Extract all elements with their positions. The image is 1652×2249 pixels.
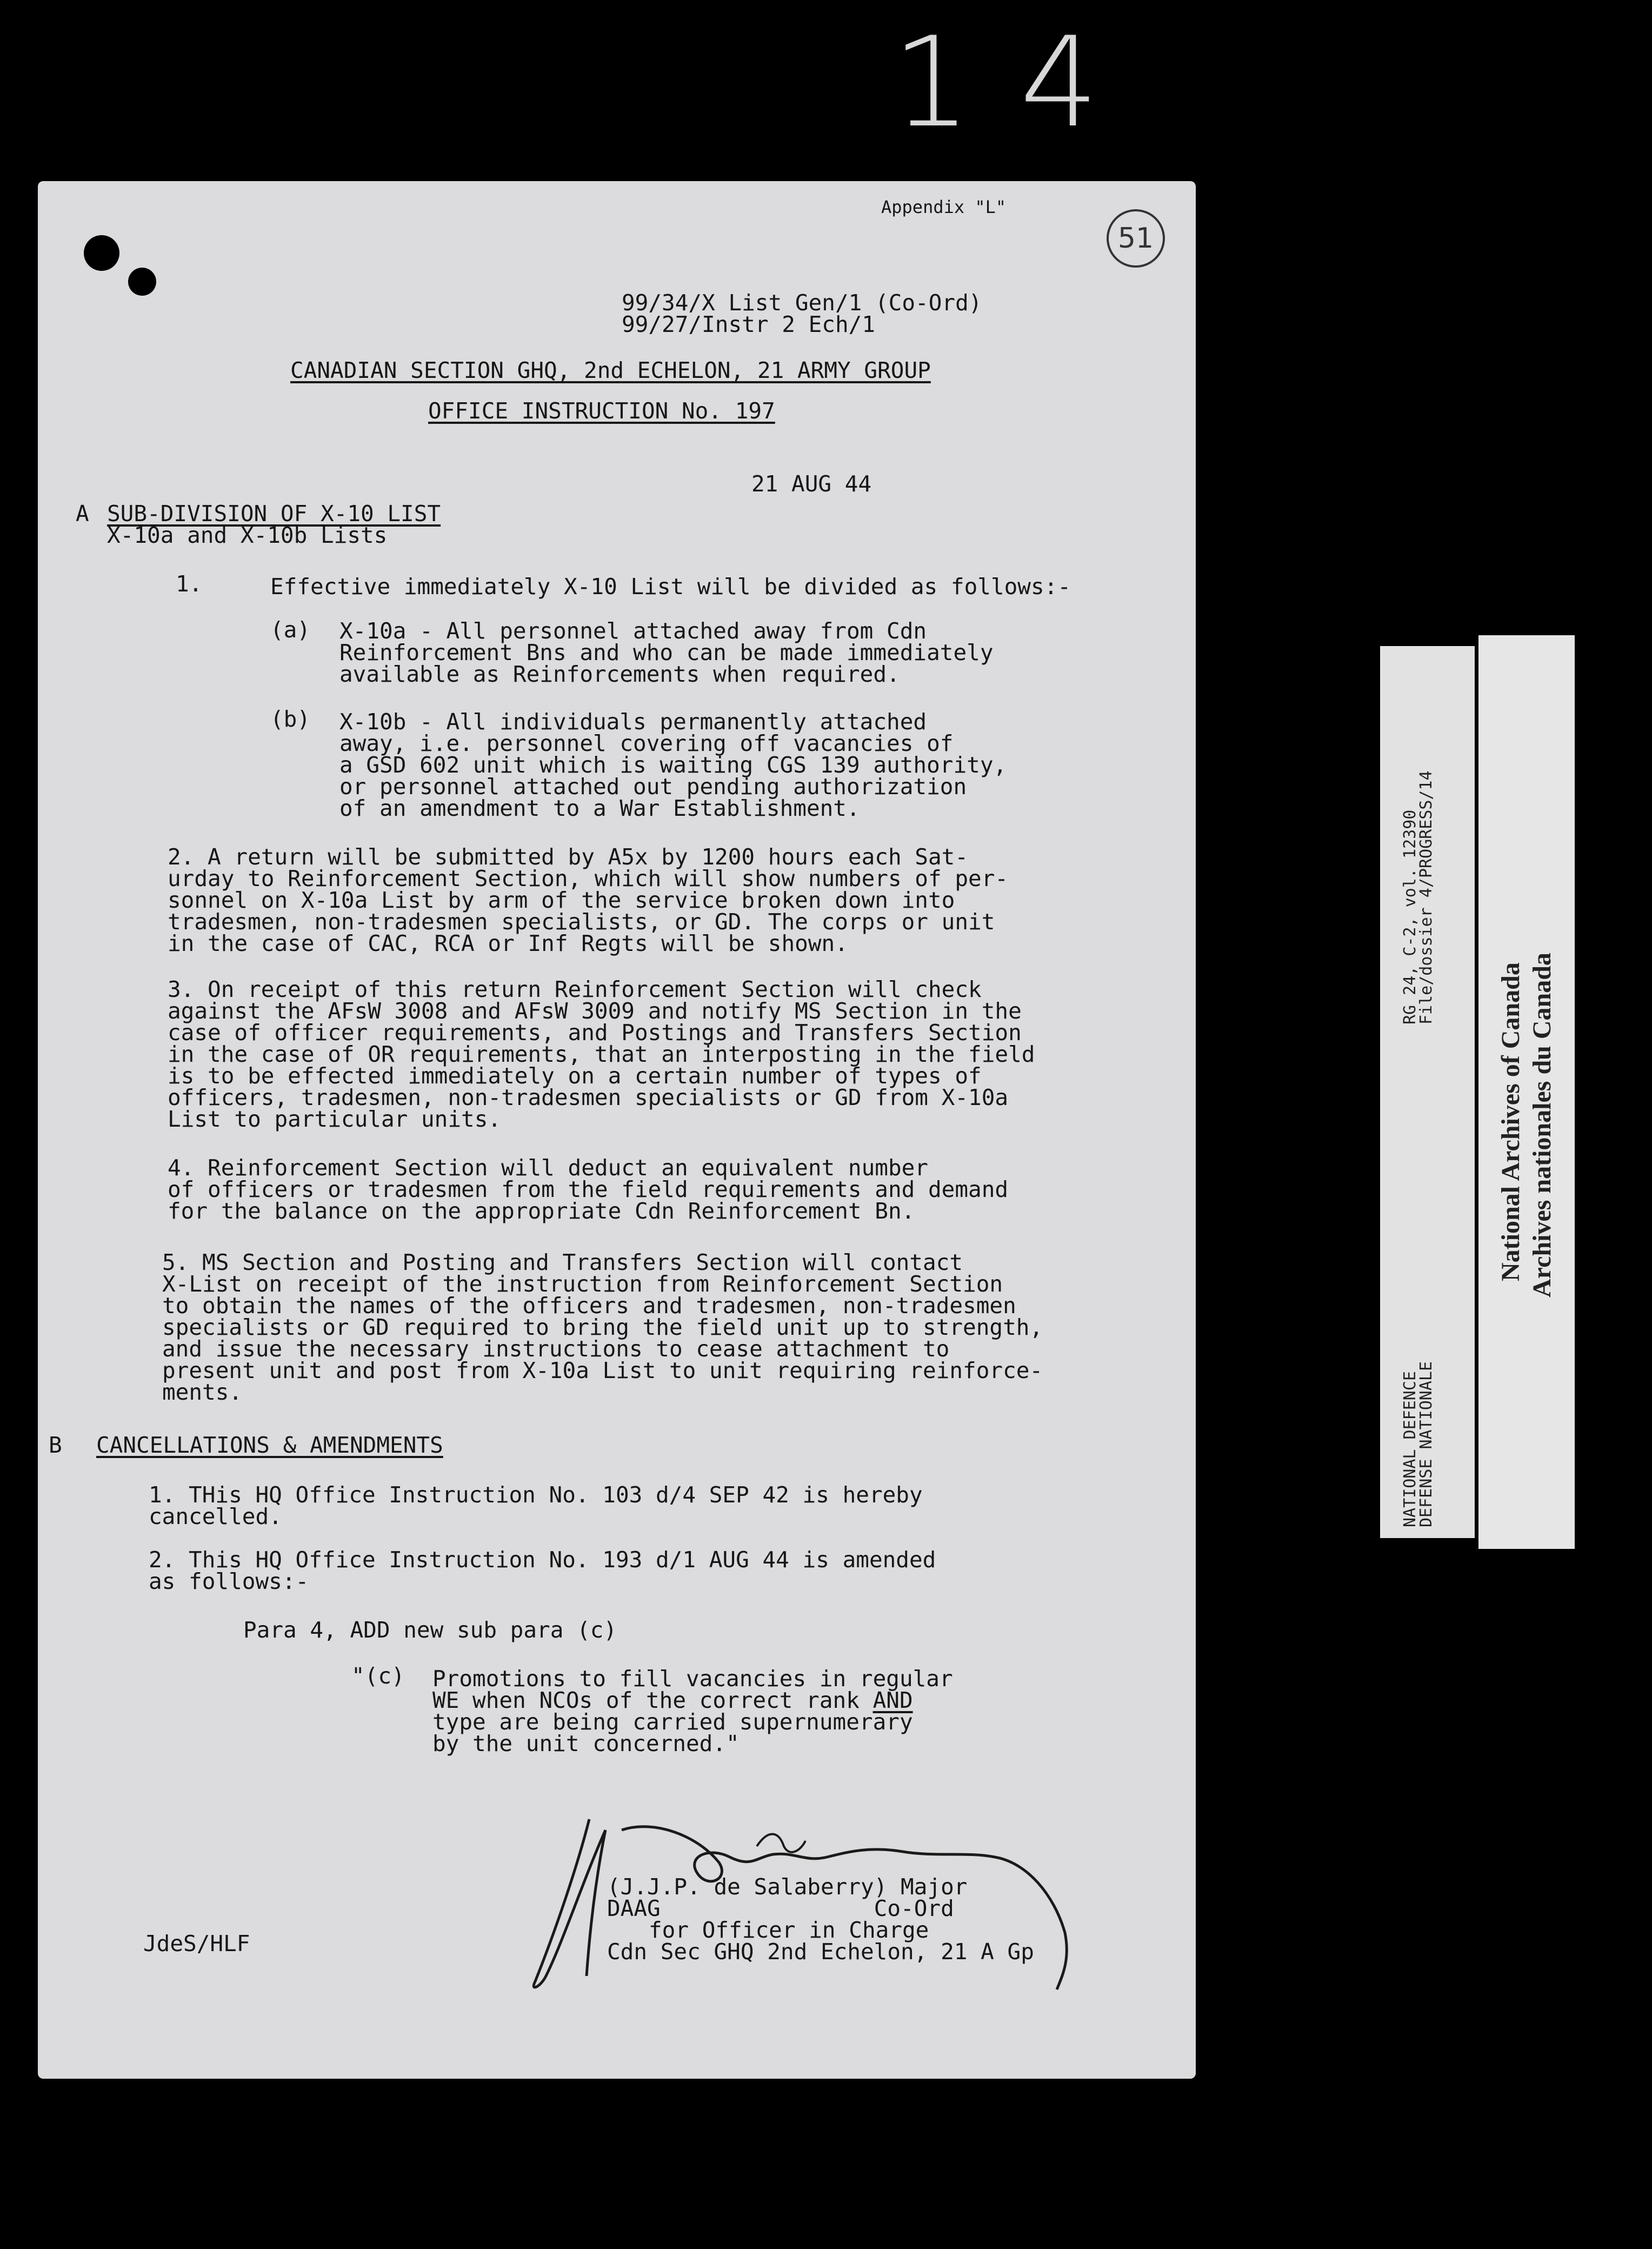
paragraph-text: away, i.e. personnel covering off vacancies of [339, 730, 954, 756]
paragraph-text: available as Reinforcements when required. [339, 661, 900, 687]
subpara-label: (b) [270, 706, 311, 732]
paragraph-text: present unit and post from X-10a List to unit requiring reinforce- [162, 1358, 1043, 1383]
document-date: 21 AUG 44 [751, 471, 872, 497]
section-letter: B [49, 1432, 62, 1458]
quote-text: type are being carried supernumerary [432, 1709, 913, 1735]
section-letter: A [76, 501, 89, 527]
paragraph-text: 1. THis HQ Office Instruction No. 103 d/4 SEP 42 is hereby [149, 1482, 923, 1508]
paragraph-text: of an amendment to a War Establishment. [339, 795, 860, 821]
punch-hole [84, 235, 119, 271]
paragraph-text: to obtain the names of the officers and tradesmen, non-tradesmen [162, 1293, 1016, 1319]
file-ref: 99/34/X List Gen/1 (Co-Ord) [622, 290, 982, 316]
paragraph-text: sonnel on X-10a List by arm of the service broken down into [168, 887, 955, 913]
paragraph-text: List to particular units. [168, 1106, 502, 1132]
archive-label-ref [1380, 646, 1475, 1538]
archive-label-name [1478, 635, 1575, 1549]
label-text: DEFENSE NATIONALE [1417, 1361, 1436, 1527]
paragraph-text: against the AFsW 3008 and AFsW 3009 and notify MS Section in the [168, 998, 1022, 1024]
frame-number: 14 [892, 11, 1148, 155]
quote-text-part: WE when NCOs of the correct rank [432, 1687, 873, 1713]
paragraph-text: specialists or GD required to bring the field unit up to strength, [162, 1314, 1043, 1340]
paragraph-text: or personnel attached out pending authorization [339, 774, 967, 800]
file-ref: 99/27/Instr 2 Ech/1 [622, 311, 875, 337]
paragraph-text: cancelled. [149, 1503, 282, 1529]
paragraph-text: and issue the necessary instructions to cease attachment to [162, 1336, 950, 1362]
paragraph-text: 2. This HQ Office Instruction No. 193 d/1 AUG 44 is amended [149, 1547, 936, 1573]
paragraph-text: in the case of OR requirements, that an interposting in the field [168, 1041, 1035, 1067]
paragraph-text: for the balance on the appropriate Cdn Reinforcement Bn. [168, 1198, 915, 1224]
quote-text: by the unit concerned." [432, 1731, 740, 1756]
paragraph-text: Para 4, ADD new sub para (c) [243, 1617, 617, 1643]
org-title: CANADIAN SECTION GHQ, 2nd ECHELON, 21 ARMY GROUP [290, 357, 931, 383]
section-heading: SUB-DIVISION OF X-10 LIST [107, 501, 441, 527]
label-text: National Archives of Canada [1496, 962, 1525, 1281]
paragraph-text: officers, tradesmen, non-tradesmen specialists or GD from X-10a [168, 1084, 1009, 1110]
paragraph-text: urday to Reinforcement Section, which will show numbers of per- [168, 866, 1009, 891]
document-page [38, 181, 1196, 2079]
paragraph-text: X-10a - All personnel attached away from Cdn [339, 618, 927, 644]
paragraph-text: as follows:- [149, 1568, 309, 1594]
paragraph-text: a GSD 602 unit which is waiting CGS 139 authority, [339, 752, 1007, 778]
appendix-label: Appendix "L" [881, 197, 1007, 217]
paragraph-text: Reinforcement Bns and who can be made immediately [339, 640, 994, 666]
paragraph-text: is to be effected immediately on a certain number of types of [168, 1063, 982, 1089]
label-text: RG 24, C-2, vol. 12390 [1401, 809, 1420, 1024]
paragraph-text: 2. A return will be submitted by A5x by 1200 hours each Sat- [168, 844, 969, 870]
emphasis-and: AND [872, 1687, 913, 1713]
signature-line: (J.J.P. de Salaberry) Major [607, 1874, 968, 1900]
instruction-title: OFFICE INSTRUCTION No. 197 [428, 398, 775, 424]
paragraph-text: 3. On receipt of this return Reinforcement Section will check [168, 976, 982, 1002]
para-number: 1. [176, 571, 203, 597]
section-heading: CANCELLATIONS & AMENDMENTS [96, 1432, 443, 1458]
signature-line: Cdn Sec GHQ 2nd Echelon, 21 A Gp [607, 1939, 1034, 1965]
paragraph-text: in the case of CAC, RCA or Inf Regts will be shown. [168, 930, 848, 956]
page-number: 51 [1107, 209, 1165, 268]
paragraph-text: tradesmen, non-tradesmen specialists, or GD. The corps or unit [168, 909, 995, 935]
label-text: File/dossier 4/PROGRESS/14 [1417, 770, 1436, 1024]
label-text: Archives nationales du Canada [1528, 953, 1556, 1298]
paragraph-text: ments. [162, 1379, 243, 1405]
signature-line: DAAG Co-Ord [607, 1895, 954, 1921]
section-subheading: X-10a and X-10b Lists [107, 522, 388, 548]
punch-hole [128, 268, 156, 296]
paragraph-text: case of officer requirements, and Postings and Transfers Section [168, 1020, 1022, 1046]
subpara-label: (a) [270, 617, 311, 643]
paragraph-text: of officers or tradesmen from the field requirements and demand [168, 1176, 1009, 1202]
quote-label: "(c) [351, 1663, 405, 1689]
quote-text: Promotions to fill vacancies in regular [432, 1666, 953, 1692]
reference-initials: JdeS/HLF [143, 1931, 250, 1957]
label-text: NATIONAL DEFENCE [1401, 1371, 1420, 1527]
paragraph-text: Effective immediately X-10 List will be divided as follows:- [270, 574, 1071, 600]
paragraph-text: X-10b - All individuals permanently attached [339, 709, 927, 735]
paragraph-text: 4. Reinforcement Section will deduct an equivalent number [168, 1155, 928, 1181]
signature-line: for Officer in Charge [649, 1917, 929, 1943]
quote-text [432, 1689, 913, 1712]
paragraph-text: X-List on receipt of the instruction from Reinforcement Section [162, 1271, 1003, 1297]
paragraph-text: 5. MS Section and Posting and Transfers Section will contact [162, 1249, 963, 1275]
